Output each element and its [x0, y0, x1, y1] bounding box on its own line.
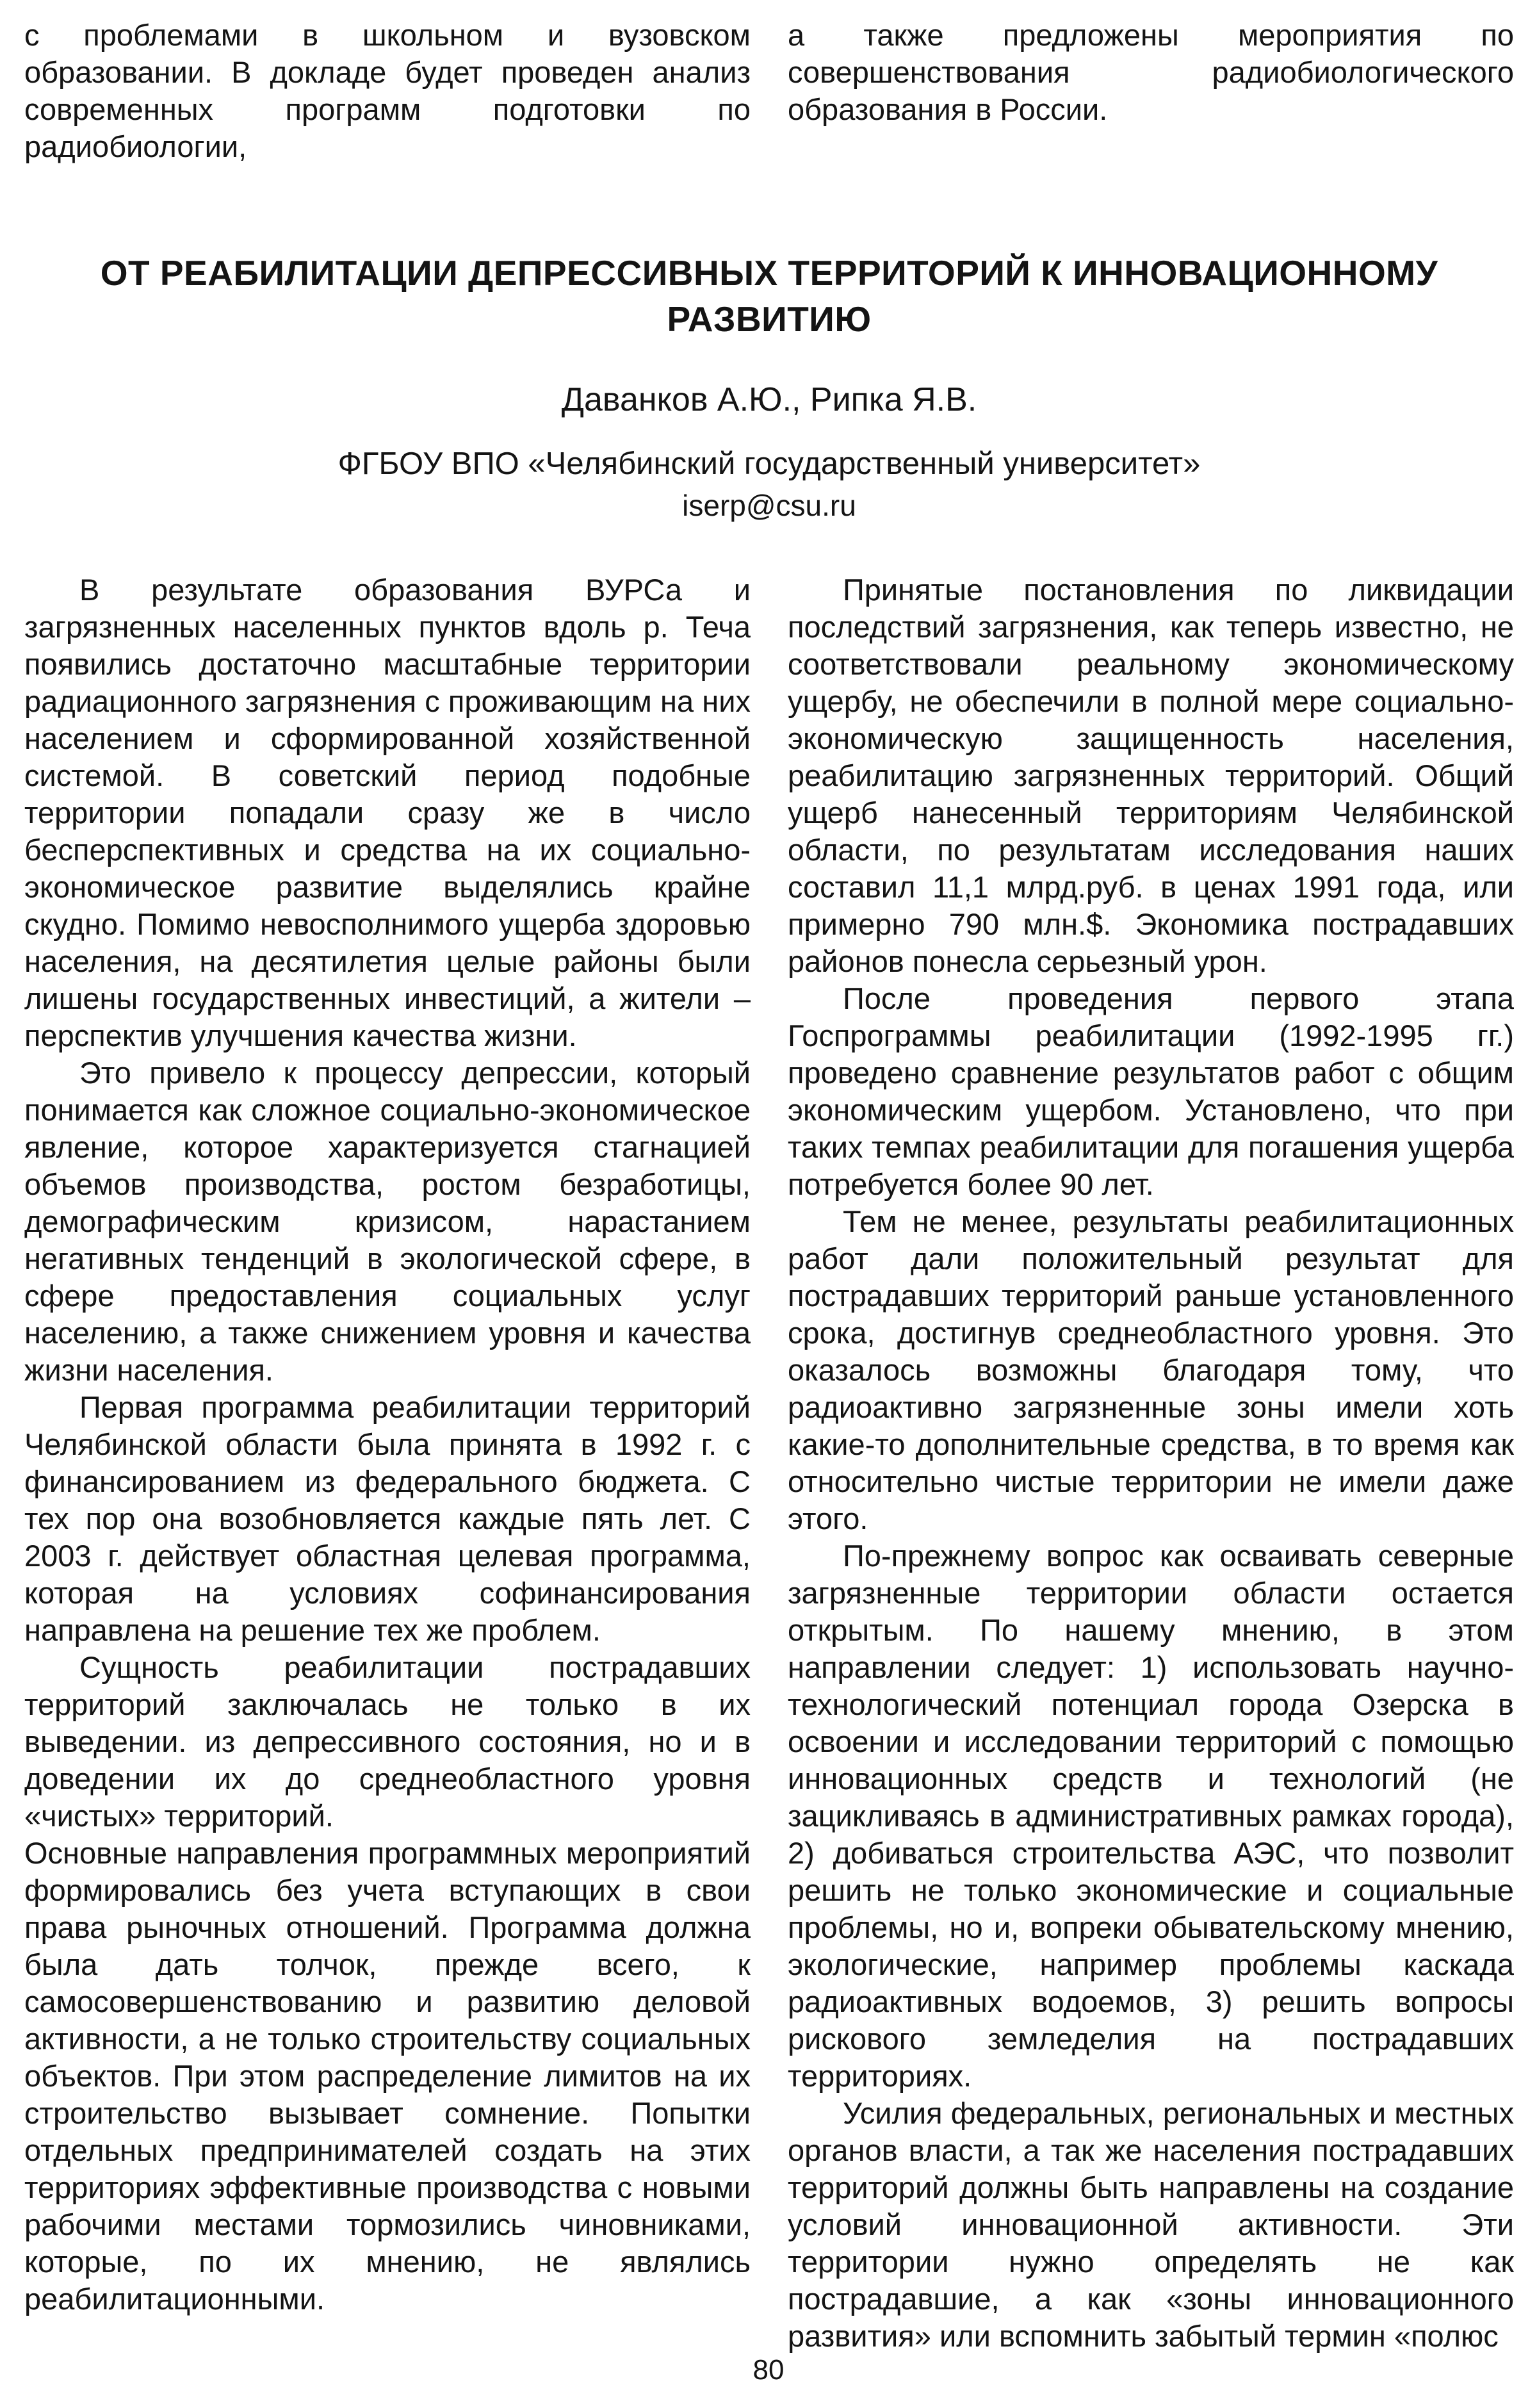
article-title: ОТ РЕАБИЛИТАЦИИ ДЕПРЕССИВНЫХ ТЕРРИТОРИЙ К ИННОВАЦИОННОМУ РАЗВИТИЮ: [100, 253, 1438, 339]
paragraph: В результате образования ВУРСа и загрязненных населенных пунктов вдоль р. Теча появились достаточно масштабные территории радиационного загрязнения с проживающим на них населением и сформированной хозяйственной системой. В советский период подобные территории попадали сразу же в число бесперспективных и средства на их социально-экономическое развитие выделялись крайне скудно. Помимо невосполнимого ущерба здоровью населения, на десятилетия целые районы были лишены государственных инвестиций, а жители – перспектив улучшения качества жизни.: [24, 573, 751, 1052]
paragraph: Это привело к процессу депрессии, который понимается как сложное социально-экономическое явление, которое характеризуется стагнацией объемов производства, ростом безработицы, демографическим кризисом, нарастанием негативных тенденций в экологической сфере, в сфере предоставления социальных услуг населению, а также снижением уровня и качества жизни населения.: [24, 1056, 751, 1387]
paragraph: Тем не менее, результаты реабилитационных работ дали положительный результат для пострадавших территорий раньше установленного срока, достигнув среднеобластного уровня. Это оказалось возможны благодаря тому, что радиоактивно загрязненные зоны имели хоть какие-то дополнительные средства, в то время как относительно чистые территории не имели даже этого.: [788, 1204, 1514, 1536]
continuation-right-column: а также предложены мероприятия по совершенствования радиобиологического образования в России.: [788, 18, 1514, 126]
paragraph: По-прежнему вопрос как осваивать северные загрязненные территории области остается открытым. По нашему мнению, в этом направлении следует: 1) использовать научно-технологический потенциал города Озерска в освоении и исследовании территорий с помощью инновационных средств и технологий (не зацикливаясь в административных рамках города), 2) добиваться строительства АЭС, что позволит решить не только экономические и социальные проблемы, но и, вопреки обывательскому мнению, экологические, например проблемы каскада радиоактивных водоемов, 3) решить вопросы рискового земледелия на пострадавших территориях.: [788, 1539, 1514, 2093]
body-left-column: [24, 571, 751, 2355]
continuation-left-column: с проблемами в школьном и вузовском образовании. В докладе будет проведен анализ современных программ подготовки по радиобиологии,: [24, 18, 751, 163]
article-authors: Даванков А.Ю., Рипка Я.В.: [561, 381, 977, 418]
article-affiliation: ФГБОУ ВПО «Челябинский государственный университет»: [337, 446, 1201, 481]
article-email: iserp@csu.ru: [682, 489, 856, 522]
paragraph: Первая программа реабилитации территорий Челябинской области была принята в 1992 г. с финансированием из федерального бюджета. С тех пор она возобновляется каждые пять лет. С 2003 г. действует областная целевая программа, которая на условиях софинансирования направлена на решение тех же проблем.: [24, 1390, 751, 1647]
page-number: 80: [752, 2354, 785, 2386]
paragraph: Усилия федеральных, региональных и местных органов власти, а так же населения пострадавших территорий должны быть направлены на создание условий инновационной активности. Эти территории нужно определять не как пострадавшие, а как «зоны инновационного развития» или вспомнить забытый термин «полюс: [788, 2096, 1514, 2353]
paragraph: Принятые постановления по ликвидации последствий загрязнения, как теперь известно, не соответствовали реальному экономическому ущербу, не обеспечили в полной мере социально-экономическую защищенность населения, реабилитацию загрязненных территорий. Общий ущерб нанесенный территориям Челябинской области, по результатам исследования наших составил 11,1 млрд.руб. в ценах 1991 года, или примерно 790 млн.$. Экономика пострадавших районов понесла серьезный урон.: [788, 573, 1514, 978]
paragraph: Сущность реабилитации пострадавших территорий заключалась не только в их выведении. из депрессивного состояния, но и в доведении их до среднеобластного уровня «чистых» территорий.: [24, 1650, 751, 1833]
paragraph: После проведения первого этапа Госпрограммы реабилитации (1992-1995 гг.) проведено сравнение результатов работ с общим экономическим ущербом. Установлено, что при таких темпах реабилитации для погашения ущерба потребуется более 90 лет.: [788, 981, 1514, 1201]
body-right-column: [788, 571, 1514, 2355]
article-body: [24, 571, 1514, 2355]
paragraph: Основные направления программных мероприятий формировались без учета вступающих в свои права рыночных отношений. Программа должна была дать толчок, прежде всего, к самосовершенствованию и развитию деловой активности, а не только строительству социальных объектов. При этом распределение лимитов на их строительство вызывает сомнение. Попытки отдельных предпринимателей создать на этих территориях эффективные производства с новыми рабочими местами тормозились чиновниками, которые, по их мнению, не являлись реабилитационными.: [24, 1836, 751, 2316]
previous-article-continuation: [24, 17, 1514, 165]
